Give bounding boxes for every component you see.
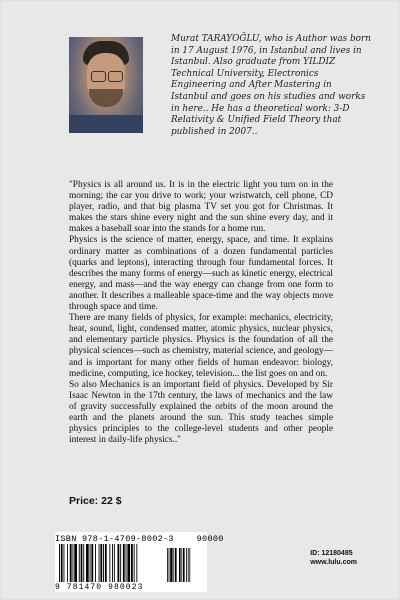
barcode-bar <box>83 544 84 582</box>
barcode-bar <box>61 544 63 582</box>
barcode-bar <box>120 544 121 582</box>
barcode-bar <box>118 544 120 582</box>
isbn-line <box>55 534 224 544</box>
author-bio: Murat TARAYOĞLU, who is Author was born in 17 August 1976, in Istanbul and lives in Istanbul. Also graduate from YILDIZ Technical University, Electronics Engineering and After Mastering in Istanbul and goes on his studies and works in here.. He has a theoretical work: 3-D Relativity & Unified Field Theory that published in 2007.. <box>171 34 371 137</box>
barcode-bar <box>134 544 135 582</box>
blurb-paragraph: There are many fields of physics, for example: mechanics, electricity, heat, sound, light, condensed matter, atomic physics, nuclear physics, and elementary particle physics. Physics is the foundation of all the physical sciences—such as chemistry, material science, and geology—and is important for many other fields of human endeavor: biology, medicine, computing, ice hockey, television... the list goes on and on. <box>69 313 333 379</box>
isbn-number: ISBN 978-1-4709-8002-3 <box>55 534 174 544</box>
barcode-bar <box>90 544 91 582</box>
blurb-paragraph: Physics is the science of matter, energy, space, and time. It explains ordinary matter as combinations of a dozen fundamental particles (quarks and leptons), interacting through four fundamental forces. It describes the many forms of energy—such as kinetic energy, electrical energy, and mass—and the way energy can change from one form to another. It describes a malleable space-time and the way objects move through space and time. <box>69 235 333 313</box>
barcode-bar <box>73 544 74 582</box>
barcode-bar <box>64 544 65 582</box>
addon-bar <box>183 548 185 582</box>
barcode-bar <box>112 544 113 582</box>
isbn-barcode <box>55 532 224 592</box>
photo-glasses-left <box>91 71 106 82</box>
addon-bar <box>186 548 187 582</box>
addon-bar <box>173 548 174 582</box>
barcode-bar <box>105 544 107 582</box>
addon-bar <box>170 548 172 582</box>
photo-shirt <box>69 115 143 133</box>
barcode-bar <box>100 544 102 582</box>
author-photo <box>69 37 143 133</box>
lulu-info <box>310 549 357 567</box>
barcode-bar <box>114 544 115 582</box>
lulu-site: www.lulu.com <box>310 559 357 566</box>
barcode-bar <box>99 544 100 582</box>
addon-bar <box>169 548 170 582</box>
barcode-bar <box>131 544 133 582</box>
addon-bar <box>179 548 181 582</box>
barcode-bar <box>86 544 89 582</box>
barcode-bar <box>127 544 130 582</box>
isbn-addon: 90000 <box>196 534 224 544</box>
addon-bar <box>189 548 190 582</box>
barcode-bar <box>91 544 93 582</box>
barcode-bar <box>74 544 77 582</box>
barcode-bar <box>95 544 96 582</box>
lulu-id: ID: 12180485 <box>310 550 353 557</box>
blurb-paragraph: "Physics is all around us. It is in the electric light you turn on in the morning; the car you drive to work; your wristwatch, cell phone, CD player, radio, and that big plasma TV set you got for Christmas. It makes the stars shine every night and the sun shine every day, and it makes a baseball soar into the stands for a home run. <box>69 180 333 235</box>
addon-bar <box>175 548 177 582</box>
barcode-bar <box>59 544 60 582</box>
blurb-text <box>69 180 333 446</box>
barcode-digits: 9 781470 980023 <box>55 583 144 592</box>
barcode-bar <box>67 544 68 582</box>
barcode-bar <box>136 544 137 582</box>
barcode-bar <box>126 544 127 582</box>
addon-bar <box>167 548 168 582</box>
barcode-bar <box>81 544 83 582</box>
blurb-paragraph: So also Mechanics is an important field of physics. Developed by Sir Isaac Newton in the 17th century, the laws of mechanics and the law of gravity successfully explained the orbits of the moon around the earth and the planets around the sun. This study teaches simple physics principles to the college-level students and other people interest in daily-life physics.." <box>69 379 333 446</box>
photo-glasses-right <box>108 71 123 82</box>
barcode-bar <box>79 544 80 582</box>
photo-beard <box>89 89 123 107</box>
barcode-bars <box>59 544 203 584</box>
price-label: Price: 22 $ <box>69 495 122 507</box>
addon-bar <box>188 548 189 582</box>
barcode-bar <box>70 544 72 582</box>
addon-bar <box>181 548 182 582</box>
barcode-bar <box>123 544 125 582</box>
barcode-bar <box>109 544 110 582</box>
barcode-bar <box>103 544 104 582</box>
